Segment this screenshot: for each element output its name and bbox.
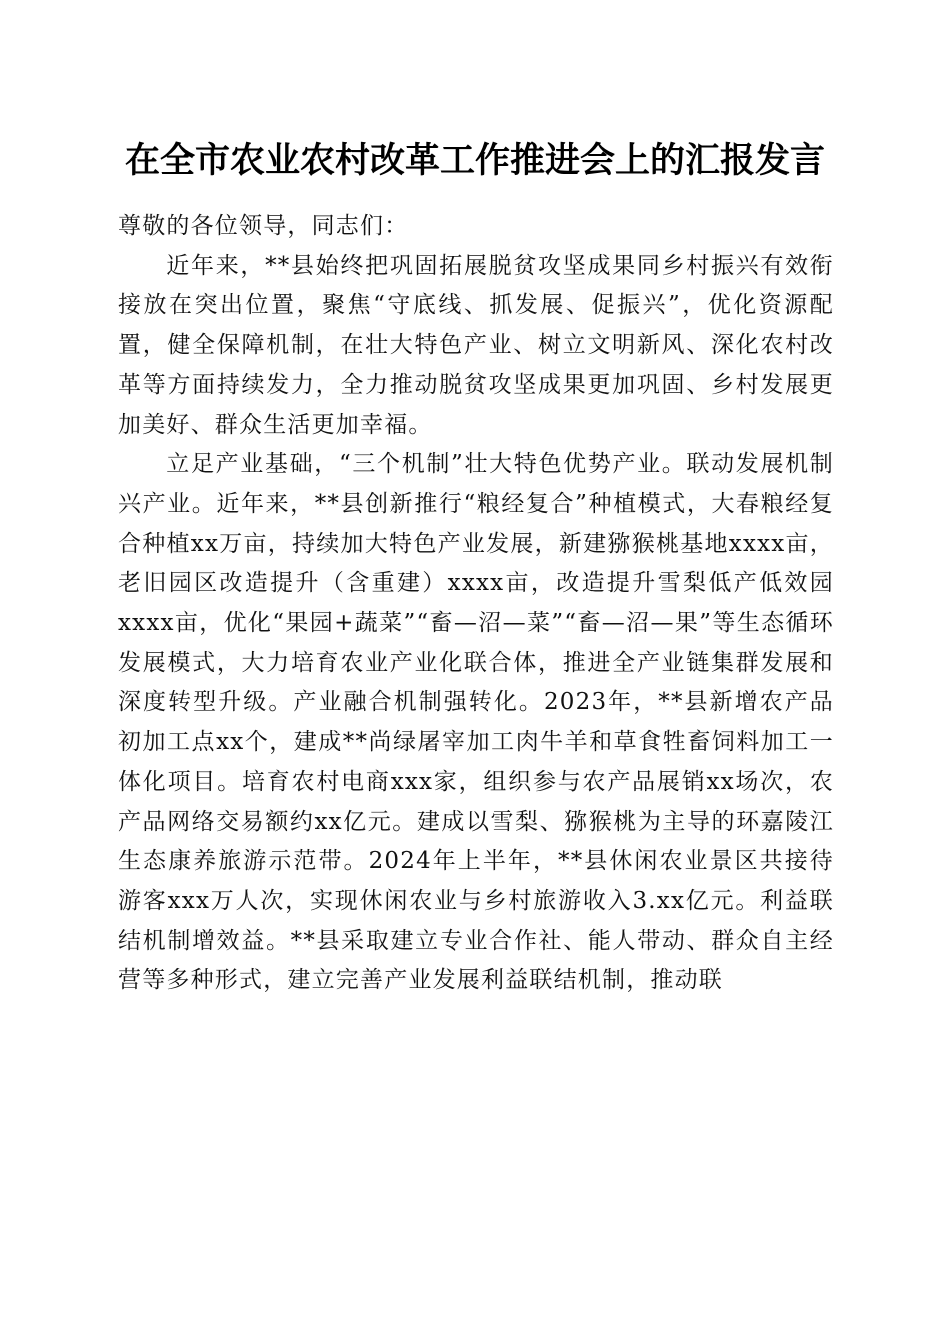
salutation: 尊敬的各位领导，同志们： (118, 213, 409, 239)
document-title: 在全市农业农村改革工作推进会上的汇报发言 (124, 140, 825, 181)
paragraph-industry: 立足产业基础，“三个机制”壮大特色优势产业。联动发展机制兴产业。近年来，**县创新推行“粮经复合”种植模式，大春粮经复合种植xx万亩，持续加大特色产业发展，新建猕猴桃基地xxxx亩，老旧园区改造提升（含重建）xxxx亩，改造提升雪梨低产低效园xxxx亩，优化“果园+蔬菜”“畜—沼—菜”“畜—沼—果”等生态循环发展模式，大力培育农业产业化联合体，推进全产业链集群发展和深度转型升级。产业融合机制强转化。2023年，**县新增农产品初加工点xx个，建成**尚绿屠宰加工肉牛羊和草食牲畜饲料加工一体化项目。培育农村电商xxx家，组织参与农产品展销xx场次，农产品网络交易额约xx亿元。建成以雪梨、猕猴桃为主导的环嘉陵江生态康养旅游示范带。2024年上半年，**县休闲农业景区共接待游客xxx万人次，实现休闲农业与乡村旅游收入3.xx亿元。利益联结机制增效益。**县采取建立专业合作社、能人带动、群众自主经营等多种形式，建立完善产业发展利益联结机制，推动联 (118, 451, 834, 994)
paragraph-intro: 近年来，**县始终把巩固拓展脱贫攻坚成果同乡村振兴有效衔接放在突出位置，聚焦“守底线、抓发展、促振兴”，优化资源配置，健全保障机制，在壮大特色产业、树立文明新风、深化农村改革等方面持续发力，全力推动脱贫攻坚成果更加巩固、乡村发展更加美好、群众生活更加幸福。 (118, 252, 834, 438)
document-body (118, 207, 834, 1001)
